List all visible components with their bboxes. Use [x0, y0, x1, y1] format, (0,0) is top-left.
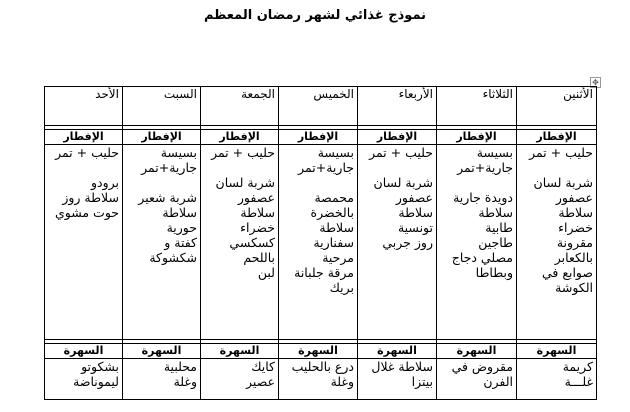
suhoor-menu-row	[45, 359, 597, 400]
iftar-menu-monday: حليب + تمر شربة لسان عصفور سلاطة خضراء مقرونة بالكعابر صوابع في الكوشة	[517, 145, 597, 340]
page-title: نموذج غذائي لشهر رمضان المعظم	[203, 8, 427, 23]
iftar-menu-row	[45, 145, 597, 340]
day-header-friday: الجمعة	[201, 87, 279, 126]
day-header-thursday: الخميس	[279, 87, 358, 126]
suhoor-menu-monday: كريمة غلـــة	[517, 359, 597, 400]
iftar-label-cell: الإفطار	[437, 130, 517, 145]
iftar-menu-friday: حليب + تمر شربة لسان عصفور سلاطة خضراء كسكسي باللحم لبن	[201, 145, 279, 340]
iftar-menu-tuesday: بسيسة جارية+تمر دويدة جارية سلاطة طابية طاجين مصلي دجاج وبطاطا	[437, 145, 517, 340]
day-header-wednesday: الأربعاء	[358, 87, 437, 126]
iftar-menu-sunday: حليب + تمر برودو سلاطة روز حوت مشوي	[45, 145, 123, 340]
suhoor-label-cell: السهرة	[517, 344, 597, 359]
suhoor-menu-thursday: درع بالحليب وغلة	[279, 359, 358, 400]
suhoor-label-cell: السهرة	[358, 344, 437, 359]
day-header-saturday: السبت	[123, 87, 201, 126]
suhoor-menu-friday: كايك عصير	[201, 359, 279, 400]
iftar-label-cell: الإفطار	[123, 130, 201, 145]
suhoor-label-cell: السهرة	[201, 344, 279, 359]
iftar-menu-wednesday: حليب + تمر شربة لسان عصفور سلاطة تونسية روز جربي	[358, 145, 437, 340]
suhoor-menu-wednesday: سلاطة غلال بيتزا	[358, 359, 437, 400]
suhoor-label-cell: السهرة	[123, 344, 201, 359]
iftar-label-cell: الإفطار	[279, 130, 358, 145]
meal-plan-table	[44, 86, 597, 400]
suhoor-label-row	[45, 344, 597, 359]
table-move-handle-icon[interactable]: ✥	[590, 77, 601, 88]
iftar-menu-thursday: بسيسة جارية+تمر محمصة بالخضرة سلاطة سفنارية مرحية مرقة جلبانة بريك	[279, 145, 358, 340]
suhoor-menu-saturday: محلبية وغلة	[123, 359, 201, 400]
suhoor-label-cell: السهرة	[45, 344, 123, 359]
iftar-label-cell: الإفطار	[517, 130, 597, 145]
days-row	[45, 87, 597, 126]
iftar-label-cell: الإفطار	[45, 130, 123, 145]
iftar-label-cell: الإفطار	[358, 130, 437, 145]
suhoor-menu-sunday: بشكوتو ليموناضة	[45, 359, 123, 400]
iftar-label-row	[45, 130, 597, 145]
day-header-monday: الأثنين	[517, 87, 597, 126]
suhoor-label-cell: السهرة	[437, 344, 517, 359]
day-header-sunday: الأحد	[45, 87, 123, 126]
iftar-label-cell: الإفطار	[201, 130, 279, 145]
suhoor-menu-tuesday: مقروض في الفرن	[437, 359, 517, 400]
iftar-menu-saturday: بسيسة جارية+تمر شربة شعير سلاطة حورية كفتة و شكشوكة	[123, 145, 201, 340]
day-header-tuesday: الثلاثاء	[437, 87, 517, 126]
suhoor-label-cell: السهرة	[279, 344, 358, 359]
